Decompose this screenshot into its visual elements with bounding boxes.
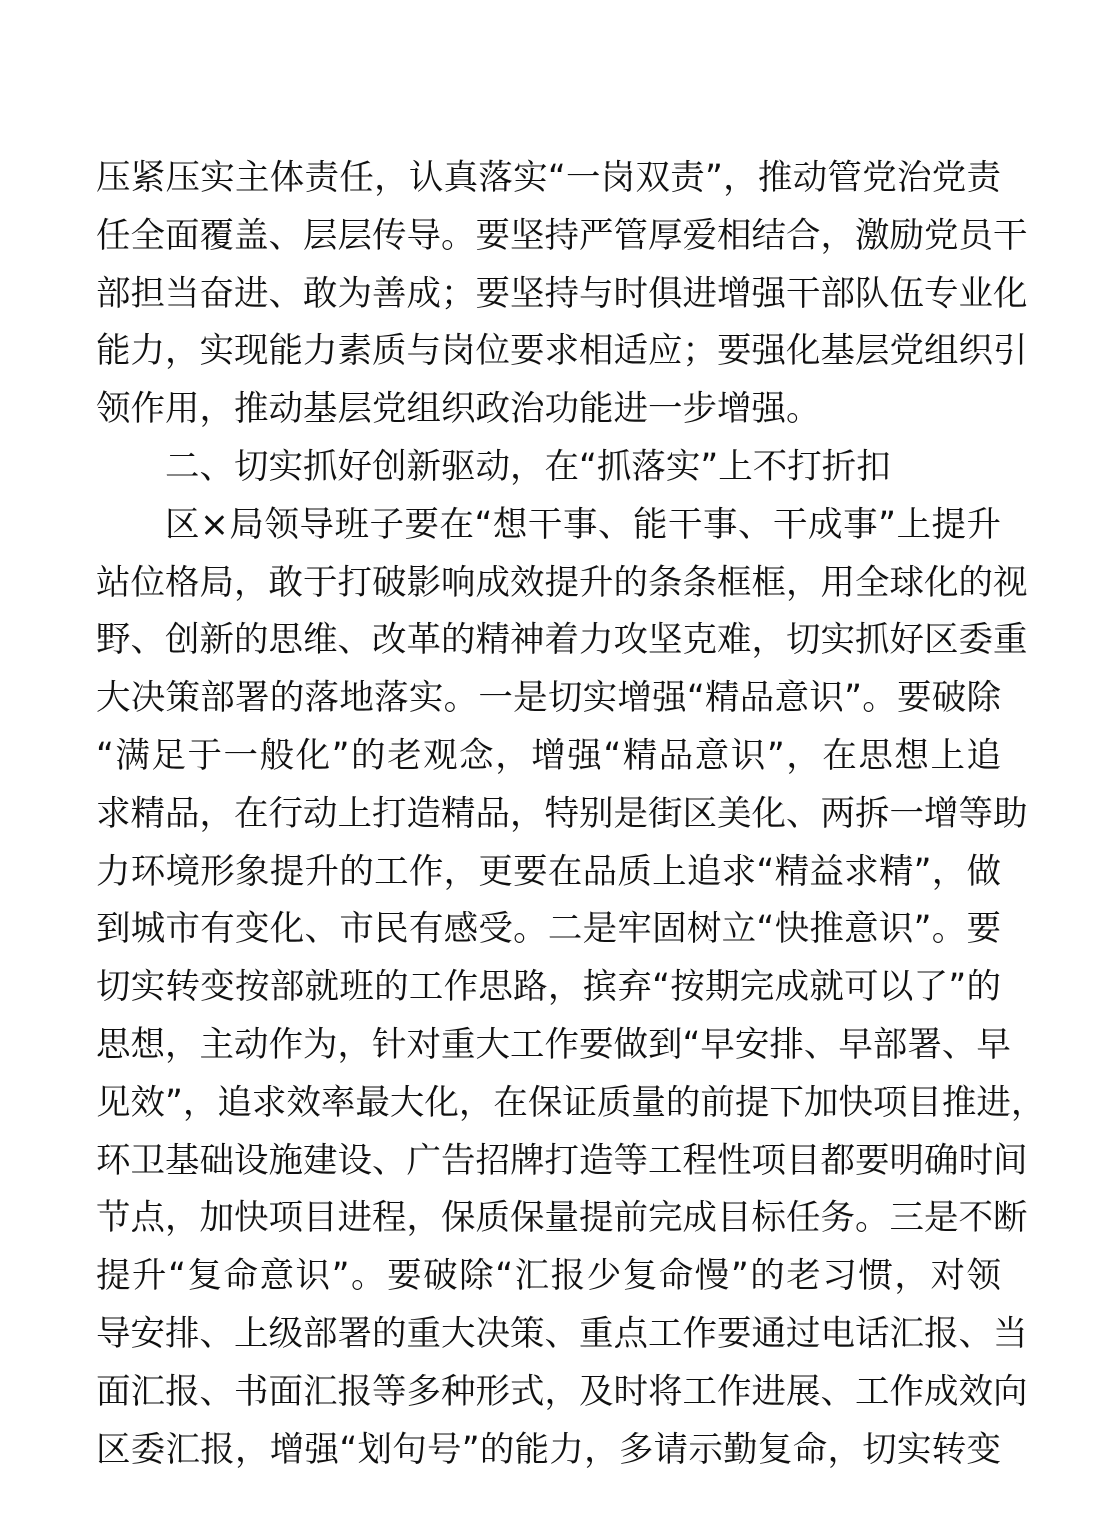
text-line: 到城市有变化、市民有感受。二是牢固树立“快推意识”。要 — [96, 909, 1001, 950]
text-line: 思想，主动作为，针对重大工作要做到“早安排、早部署、早 — [96, 1024, 1011, 1065]
text-line: 野、创新的思维、改革的精神着力攻坚克难，切实抓好区委重 — [96, 620, 1028, 661]
text-line: 区×局领导班子要在“想干事、能干事、干成事”上提升 — [165, 504, 1001, 545]
text-line: 大决策部署的落地落实。一是切实增强“精品意识”。要破除 — [96, 678, 1001, 719]
body-text — [96, 150, 1046, 1479]
text-line: 任全面覆盖、层层传导。要坚持严管厚爱相结合，激励党员干 — [96, 215, 1028, 256]
text-line: 区委汇报，增强“划句号”的能力，多请示勤复命，切实转变 — [96, 1429, 1001, 1470]
text-line: 能力，实现能力素质与岗位要求相适应；要强化基层党组织引 — [96, 331, 1028, 372]
text-line: 提升“复命意识”。要破除“汇报少复命慢”的老习惯，对领 — [96, 1256, 1001, 1297]
text-line: 领作用，推动基层党组织政治功能进一步增强。 — [96, 389, 821, 430]
text-line: 环卫基础设施建设、广告招牌打造等工程性项目都要明确时间 — [96, 1140, 1028, 1181]
text-line: 面汇报、书面汇报等多种形式，及时将工作进展、工作成效向 — [96, 1371, 1028, 1412]
text-line: 力环境形象提升的工作，更要在品质上追求“精益求精”，做 — [96, 851, 1001, 892]
section-heading: 二、切实抓好创新驱动，在“抓落实”上不打折扣 — [165, 446, 891, 487]
text-line: 压紧压实主体责任，认真落实“一岗双责”，推动管党治党责 — [96, 158, 1001, 198]
text-line: 见效”，追求效率最大化，在保证质量的前提下加快项目推进， — [96, 1082, 1046, 1123]
text-line: “满足于一般化”的老观念，增强“精品意识”，在思想上追 — [96, 735, 1001, 776]
text-line: 切实转变按部就班的工作思路，摈弃“按期完成就可以了”的 — [96, 967, 1001, 1008]
text-line: 求精品，在行动上打造精品，特别是街区美化、两拆一增等助 — [96, 793, 1028, 834]
text-line: 节点，加快项目进程，保质保量提前完成目标任务。三是不断 — [96, 1198, 1028, 1239]
text-line: 导安排、上级部署的重大决策、重点工作要通过电话汇报、当 — [96, 1313, 1028, 1354]
text-line: 部担当奋进、敢为善成；要坚持与时俱进增强干部队伍专业化 — [96, 273, 1028, 314]
text-line: 站位格局，敢于打破影响成效提升的条条框框，用全球化的视 — [96, 562, 1028, 603]
